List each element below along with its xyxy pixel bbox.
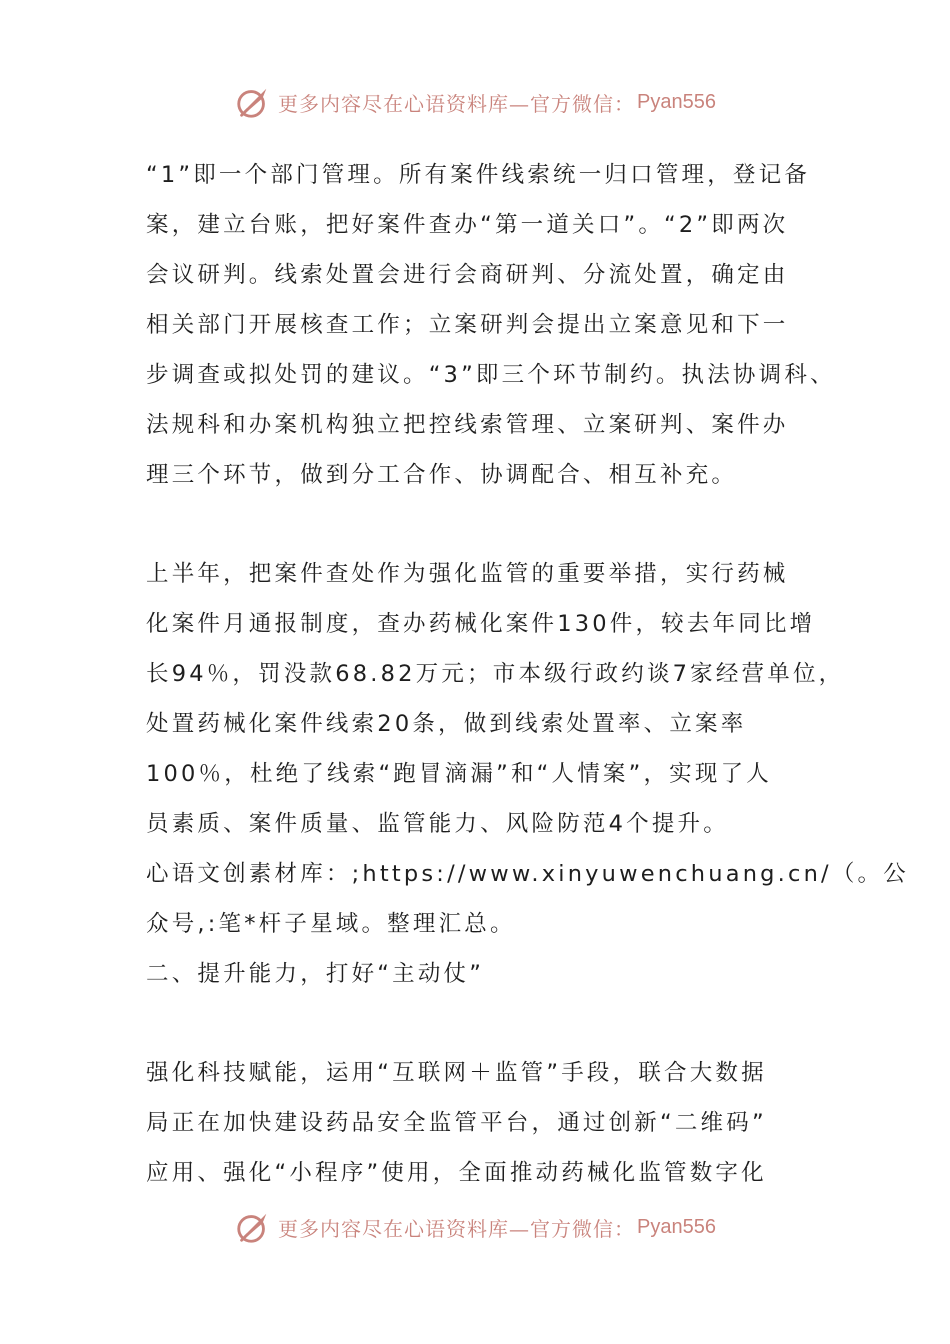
footer-banner [0,1207,950,1247]
heading-text: 二、提升能力，打好“主动仗” [146,961,485,987]
text-line: “1”即一个部门管理。所有案件线索统一归口管理，登记备 [146,162,811,188]
header-banner [0,82,950,122]
text-line: 100％，杜绝了线索“跑冒滴漏”和“人情案”，实现了人 [146,761,772,787]
text-line: 长94％，罚没款68.82万元；市本级行政约谈7家经营单位， [146,661,845,687]
text-line: 局正在加快建设药品安全监管平台，通过创新“二维码” [146,1110,767,1136]
text-line: 员素质、案件质量、监管能力、风险防范4个提升。 [146,811,729,837]
footer-banner-text: 更多内容尽在心语资料库—官方微信： [278,1216,636,1241]
header-banner-wechat-id: Pyan556 [637,90,716,113]
paragraph-tech-empowerment [146,1048,816,1198]
text-line: 处置药械化案件线索20条，做到线索处置率、立案率 [146,711,747,737]
text-line: 会议研判。线索处置会进行会商研判、分流处置，确定由 [146,262,789,288]
text-line: 法规科和办案机构独立把控线索管理、立案研判、案件办 [146,412,789,438]
paragraph-spacer [146,500,816,549]
text-line: 案，建立台账，把好案件查办“第一道关口”。“2”即两次 [146,212,789,238]
text-line: 心语文创素材库：;https://www.xinyuwenchuang.cn/（。公 [146,861,909,887]
paragraph-source-note [146,849,909,949]
quill-pen-logo-icon [234,1208,272,1246]
text-line: 强化科技赋能，运用“互联网＋监管”手段，联合大数据 [146,1060,767,1086]
document-body [146,150,909,1198]
text-line: 化案件月通报制度，查办药械化案件130件，较去年同比增 [146,611,816,637]
text-line: 相关部门开展核查工作；立案研判会提出立案意见和下一 [146,312,789,338]
text-line: 步调查或拟处罚的建议。“3”即三个环节制约。执法协调科、 [146,362,836,388]
text-line: 理三个环节，做到分工合作、协调配合、相互补充。 [146,462,738,488]
header-banner-text: 更多内容尽在心语资料库—官方微信： [278,91,636,116]
section-heading [146,949,816,999]
paragraph-case-management [146,150,836,500]
paragraph-spacer [146,999,816,1048]
text-line: 众号,:笔*杆子星域。整理汇总。 [146,911,516,937]
paragraph-half-year-results [146,549,845,849]
quill-pen-logo-icon [234,83,272,121]
text-line: 上半年，把案件查处作为强化监管的重要举措，实行药械 [146,561,789,587]
footer-banner-wechat-id: Pyan556 [637,1215,716,1238]
text-line: 应用、强化“小程序”使用，全面推动药械化监管数字化 [146,1160,767,1186]
